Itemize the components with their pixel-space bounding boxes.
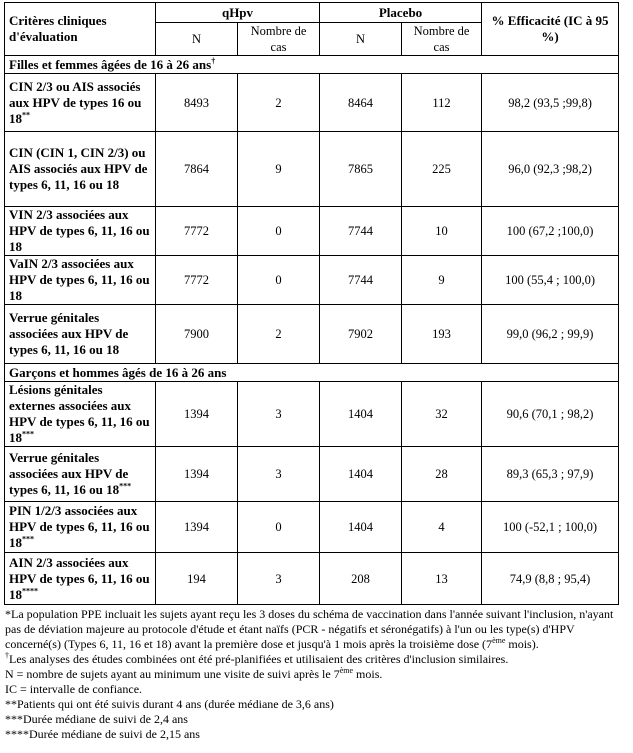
section-title: Garçons et hommes âgés de 16 à 26 ans [9, 364, 227, 380]
criterion-label: AIN 2/3 associées aux HPV de types 6, 11, 16 ou 18 [9, 554, 150, 602]
qhpv-n-cell: 1394 [156, 382, 238, 447]
header-qhpv-n: N [156, 23, 238, 56]
qhpv-n-cell: 194 [156, 553, 238, 605]
section-header [5, 364, 619, 382]
footnote-dagger [5, 652, 618, 667]
criterion-label: PIN 1/2/3 associées aux HPV de types 6, 11, 16 ou 18 [9, 503, 150, 550]
header-placebo: Placebo [320, 3, 482, 23]
placebo-cases-cell: 193 [402, 305, 482, 364]
criterion-cell [5, 502, 156, 553]
qhpv-cases-cell: 2 [238, 74, 320, 132]
criterion-label: CIN 2/3 ou AIS associés aux HPV de types 16 ou 18 [9, 78, 142, 126]
qhpv-cases-cell: 0 [238, 502, 320, 553]
criterion-footnote-mark: **** [22, 586, 38, 596]
qhpv-cases-cell: 2 [238, 305, 320, 364]
header-qhpv-cases: Nombre de cas [238, 23, 320, 56]
qhpv-n-cell: 7900 [156, 305, 238, 364]
efficacy-cell: 98,2 (93,5 ;99,8) [482, 74, 619, 132]
qhpv-cases-cell: 3 [238, 447, 320, 502]
qhpv-n-cell: 1394 [156, 447, 238, 502]
criterion-footnote-mark: *** [119, 481, 132, 491]
criterion-cell [5, 382, 156, 447]
table-row [5, 502, 619, 553]
criterion-footnote-mark: *** [22, 429, 34, 439]
table-row [5, 553, 619, 605]
placebo-n-cell: 208 [320, 553, 402, 605]
qhpv-n-cell: 1394 [156, 502, 238, 553]
table-row [5, 256, 619, 305]
placebo-n-cell: 8464 [320, 74, 402, 132]
placebo-cases-cell: 13 [402, 553, 482, 605]
table-row [5, 207, 619, 256]
qhpv-n-cell: 7772 [156, 207, 238, 256]
placebo-n-cell: 7902 [320, 305, 402, 364]
efficacy-cell: 96,0 (92,3 ;98,2) [482, 132, 619, 207]
criterion-cell [5, 553, 156, 605]
section-header [5, 56, 619, 74]
placebo-cases-cell: 10 [402, 207, 482, 256]
footnote-dagger-text: Les analyses des études combinées ont été pré-planifiées et utilisaient des critères d'inclusion similaires. [9, 652, 509, 666]
footnote-triple-star: ***Durée médiane de suivi de 2,4 ans [5, 712, 188, 726]
footnote-n-end: mois. [353, 667, 383, 681]
footnote-dagger-mark: † [5, 651, 9, 660]
criterion-label: Verrue génitales associées aux HPV de types 6, 11, 16 ou 18 [9, 310, 129, 357]
criterion-footnote-mark: ** [22, 110, 30, 120]
criterion-cell [5, 256, 156, 305]
efficacy-table [4, 2, 619, 605]
efficacy-cell: 100 (-52,1 ; 100,0) [482, 502, 619, 553]
footnote-ic: IC = intervalle de confiance. [5, 682, 143, 696]
placebo-cases-cell: 9 [402, 256, 482, 305]
efficacy-cell: 74,9 (8,8 ; 95,4) [482, 553, 619, 605]
qhpv-n-cell: 8493 [156, 74, 238, 132]
footnote-ppe-end: mois). [505, 637, 539, 651]
placebo-cases-cell: 112 [402, 74, 482, 132]
qhpv-cases-cell: 3 [238, 382, 320, 447]
efficacy-cell: 100 (67,2 ;100,0) [482, 207, 619, 256]
footnote-ppe-sup: ème [492, 636, 506, 645]
document [4, 2, 618, 742]
table-row [5, 74, 619, 132]
footnote-double-star: **Patients qui ont été suivis durant 4 ans (durée médiane de 3,6 ans) [5, 697, 334, 711]
table-row [5, 447, 619, 502]
qhpv-cases-cell: 0 [238, 256, 320, 305]
footnote-n-text: N = nombre de sujets ayant au minimum une visite de suivi après le 7 [5, 667, 340, 681]
placebo-n-cell: 1404 [320, 447, 402, 502]
placebo-n-cell: 7744 [320, 256, 402, 305]
footnote-quad-star: ****Durée médiane de suivi de 2,15 ans [5, 727, 200, 741]
efficacy-cell: 90,6 (70,1 ; 98,2) [482, 382, 619, 447]
footnote-ppe [5, 607, 618, 652]
qhpv-n-cell: 7772 [156, 256, 238, 305]
criterion-footnote-mark: *** [22, 534, 34, 544]
criterion-label: CIN (CIN 1, CIN 2/3) ou AIS associés aux HPV de types 6, 11, 16 ou 18 [9, 145, 148, 192]
placebo-cases-cell: 225 [402, 132, 482, 207]
header-placebo-n: N [320, 23, 402, 56]
footnote-ppe-text: *La population PPE incluait les sujets ayant reçu les 3 doses du schéma de vaccination dans l'année suivant l'inclusion, n'ayant pas de déviation majeure au protocole d'étude et étant naïfs (PCR - négatifs et séronégatifs) à l'un ou les type(s) d'HPV concerné(s) (Types 6, 11, 16 et 18) avant la première dose et jusqu'à 1 mois après la troisième dose (7 [5, 607, 614, 651]
placebo-cases-cell: 28 [402, 447, 482, 502]
placebo-n-cell: 7865 [320, 132, 402, 207]
efficacy-cell: 99,0 (96,2 ; 99,9) [482, 305, 619, 364]
header-qhpv: qHpv [156, 3, 320, 23]
qhpv-n-cell: 7864 [156, 132, 238, 207]
footnote-n [5, 667, 618, 682]
placebo-n-cell: 7744 [320, 207, 402, 256]
placebo-cases-cell: 32 [402, 382, 482, 447]
table-row [5, 305, 619, 364]
criterion-cell [5, 447, 156, 502]
efficacy-cell: 100 (55,4 ; 100,0) [482, 256, 619, 305]
table-row [5, 382, 619, 447]
placebo-n-cell: 1404 [320, 382, 402, 447]
criterion-cell [5, 74, 156, 132]
criterion-label: Lésions génitales externes associées aux HPV de types 6, 11, 16 ou 18 [9, 382, 150, 445]
qhpv-cases-cell: 0 [238, 207, 320, 256]
header-criteria: Critères cliniques d'évaluation [5, 3, 156, 56]
placebo-n-cell: 1404 [320, 502, 402, 553]
placebo-cases-cell: 4 [402, 502, 482, 553]
criterion-cell [5, 305, 156, 364]
criterion-label: Verrue génitales associées aux HPV de types 6, 11, 16 ou 18 [9, 450, 129, 497]
qhpv-cases-cell: 9 [238, 132, 320, 207]
criterion-cell [5, 132, 156, 207]
header-efficacy: % Efficacité (IC à 95 %) [482, 3, 619, 56]
table-row [5, 132, 619, 207]
efficacy-cell: 89,3 (65,3 ; 97,9) [482, 447, 619, 502]
header-placebo-cases: Nombre de cas [402, 23, 482, 56]
footnotes [4, 607, 618, 742]
criterion-cell [5, 207, 156, 256]
criterion-label: VIN 2/3 associées aux HPV de types 6, 11, 16 ou 18 [9, 207, 150, 254]
footnote-n-sup: ème [339, 666, 354, 675]
section-title-sup: † [211, 56, 216, 66]
qhpv-cases-cell: 3 [238, 553, 320, 605]
criterion-label: VaIN 2/3 associées aux HPV de types 6, 11, 16 ou 18 [9, 256, 150, 303]
section-title: Filles et femmes âgées de 16 à 26 ans [9, 56, 212, 72]
